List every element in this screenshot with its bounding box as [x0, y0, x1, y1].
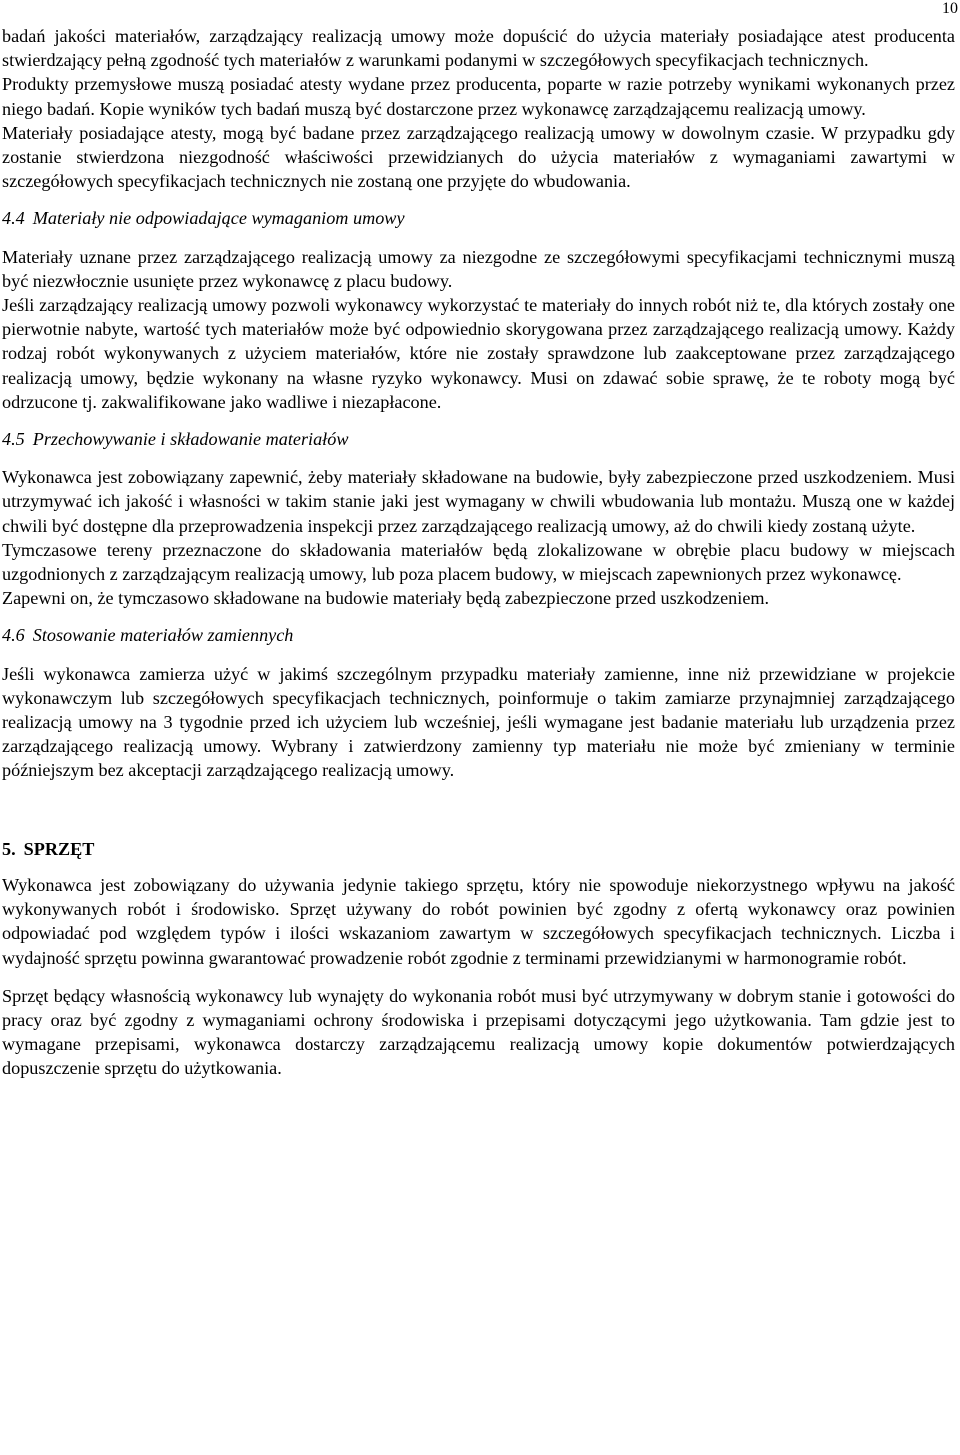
paragraph-zabezpieczenie-materialow: Wykonawca jest zobowiązany zapewnić, żeby materiały składowane na budowie, były zabezpieczone przed uszkodzeniem. Musi utrzymywać ich jakość i własności w takim stanie jaki jest wymagany w chwili wbudowania lub montażu. Muszą one w każdej chwili być dostępne dla przeprowadzenia inspekcji przez zarządzającego realizacją umowy, aż do chwili kiedy zostaną użyte.: [2, 467, 955, 536]
section-title: SPRZĘT: [23, 838, 95, 859]
paragraph-produkty-przemyslowe: Produkty przemysłowe muszą posiadać atesty wydane przez producenta, poparte w razie potrzeby wynikami wykonanych przez niego badań. Kopie wyników tych badań muszą być dostarczone przez wykonawcę zarządzającemu realizacją umowy.: [2, 74, 955, 119]
paragraph-materialy-zamienne: Jeśli wykonawca zamierza użyć w jakimś szczególnym przypadku materiały zamienne, inne niż przewidziane w projekcie wykonawczym lub szczegółowych specyfikacjach technicznych, poinformuje o takim zamiarze przynajmniej zarządzającego realizacją umowy na 3 tygodnie przed ich użyciem lub wcześniej, jeśli wymagane jest badanie materiału lub urządzenia przez zarządzającego realizacją umowy. Wybrany i zatwierdzony zamienny typ materiału nie może być zmieniany w terminie późniejszym bez akceptacji zarządzającego realizacją umowy.: [2, 663, 955, 781]
page-number: 10: [942, 0, 958, 17]
paragraph-sprzet-uzywany: Wykonawca jest zobowiązany do używania jedynie takiego sprzętu, który nie spowoduje niekorzystnego wpływu na jakość wykonywanych robót i środowisko. Sprzęt używany do robót powinien być zgodny z ofertą wykonawcy oraz powinien odpowiadać pod względem typów i ilości wskazaniom zawartym w szczegółowych specyfikacjach technicznych. Liczba i wydajność sprzętu powinna gwarantować prowadzenie robót zgodnie z terminami przewidzianymi w harmonogramie robót.: [2, 874, 955, 968]
paragraph-wykorzystanie-materialow: Jeśli zarządzający realizacją umowy pozwoli wykonawcy wykorzystać te materiały do innych robót niż te, dla których zostały one pierwotnie nabyte, wartość tych materiałów może być odpowiednio skorygowana przez zarządzającego realizacją umowy. Każdy rodzaj robót wykonywanych z użyciem materiałów, które nie zostały sprawdzone lub zaakceptowane przez zarządzającego realizacją umowy, będzie wykonany na własne ryzyko wykonawcy. Musi on zdawać sobie sprawę, że te roboty mogą być odrzucone tj. zakwalifikowane jako wadliwe i niezapłacone.: [2, 295, 955, 412]
paragraph-materialy-z-atestami: Materiały posiadające atesty, mogą być badane przez zarządzającego realizacją umowy w dowolnym czasie. W przypadku gdy zostanie stwierdzona niezgodność właściwości przewidzianych do użycia materiałów z wymaganiami zawartymi w szczegółowych specyfikacjach technicznych nie zostaną one przyjęte do wbudowania.: [2, 122, 955, 192]
section-heading-4-6: [2, 623, 955, 647]
paragraph-zabezpieczenie-skladowania: Zapewni on, że tymczasowo składowane na budowie materiały będą zabezpieczone przed uszkodzeniem.: [2, 588, 770, 609]
paragraph-sprzet-stan: Sprzęt będący własnością wykonawcy lub wynajęty do wykonania robót musi być utrzymywany w dobrym stanie i gotowości do pracy oraz być zgodny z wymaganiami ochrony środowiska i przepisami dotyczącymi jego użytkowania. Tam gdzie jest to wymagane przepisami, wykonawca dostarczy zarządzającemu realizacją umowy kopie dokumentów potwierdzających dopuszczenie sprzętu do użytkowania.: [2, 985, 955, 1079]
section-number: 4.6: [2, 625, 25, 646]
document-body: [2, 24, 955, 1081]
paragraph-materialy-niezgodne: Materiały uznane przez zarządzającego realizacją umowy za niezgodne ze szczegółowymi specyfikacjami technicznymi muszą być niezwłocznie usunięte przez wykonawcę z placu budowy.: [2, 246, 955, 291]
section-title: Materiały nie odpowiadające wymaganiom umowy: [32, 208, 405, 229]
section-heading-5: [2, 837, 955, 861]
paragraph-tymczasowe-tereny: Tymczasowe tereny przeznaczone do składowania materiałów będą zlokalizowane w obrębie placu budowy w miejscach uzgodnionych z zarządzającym realizacją umowy, lub poza placem budowy, w miejscach zapewnionych przez wykonawcę.: [2, 539, 955, 585]
section-number: 4.4: [2, 208, 25, 229]
section-number: 5.: [2, 838, 16, 859]
section-heading-4-4: [2, 206, 955, 230]
section-title: Przechowywanie i składowanie materiałów: [32, 429, 349, 450]
section-heading-4-5: [2, 427, 955, 451]
paragraph-atest-producenta: badań jakości materiałów, zarządzający realizacją umowy może dopuścić do użycia materiały posiadające atest producenta stwierdzający pełną zgodność tych materiałów z warunkami podanymi w szczegółowych specyfikacjach technicznych.: [2, 26, 955, 71]
section-title: Stosowanie materiałów zamiennych: [32, 625, 294, 646]
section-number: 4.5: [2, 429, 25, 450]
